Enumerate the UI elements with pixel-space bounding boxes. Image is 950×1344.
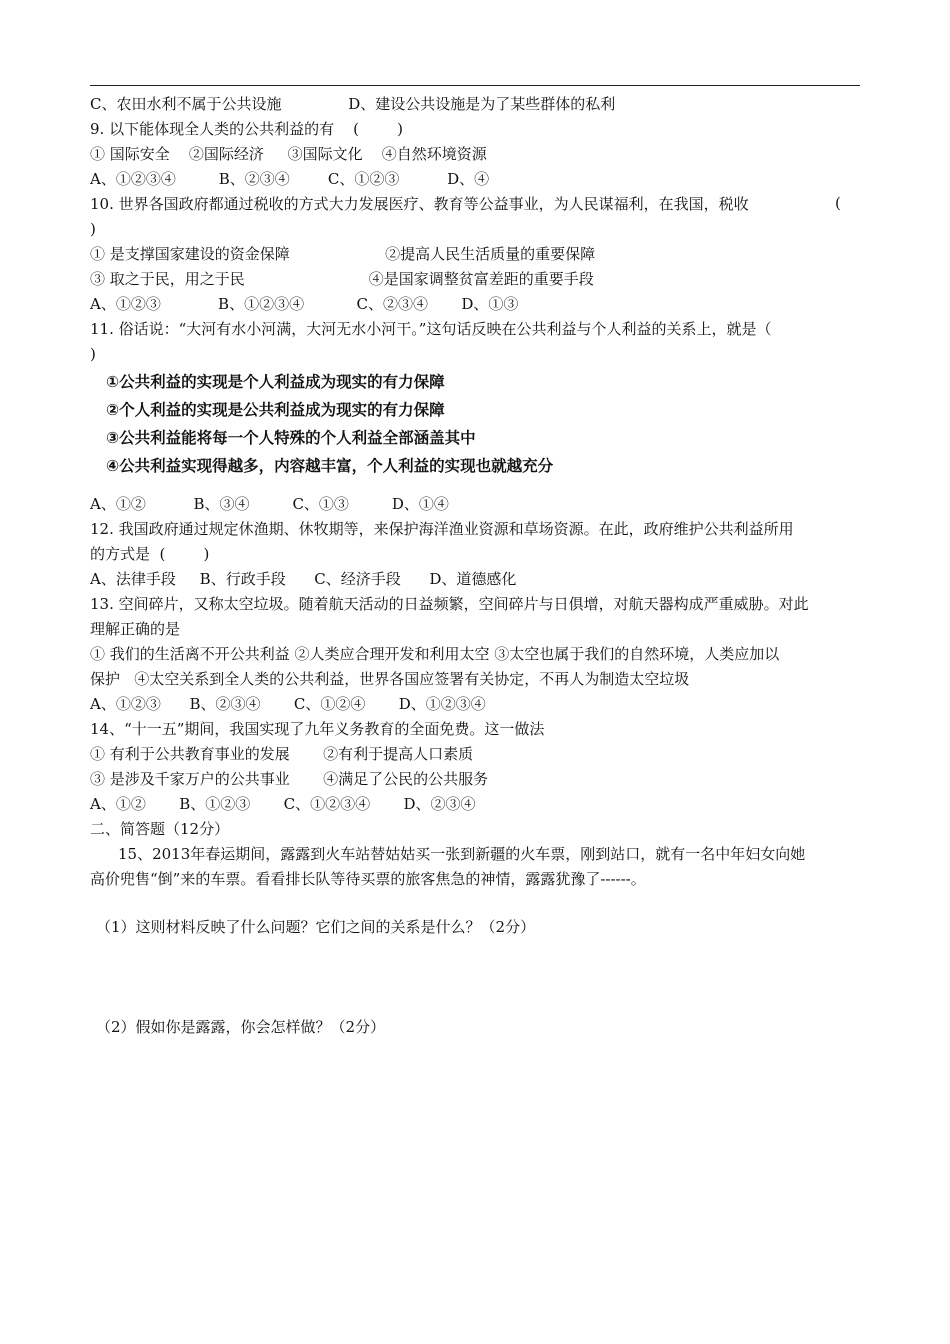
line-q10-item12: ① 是支撑国家建设的资金保障 ②提高人民生活质量的重要保障 <box>90 245 596 263</box>
line-q8-cd: C、农田水利不属于公共设施 D、建设公共设施是为了某些群体的私利 <box>90 95 616 113</box>
line-q13-items2: 保护 ④太空关系到全人类的公共利益，世界各国应签署有关协定，不再人为制造太空垃圾 <box>90 670 690 688</box>
line-q14-item34: ③ 是涉及千家万户的公共事业 ④满足了公民的公共服务 <box>90 770 489 788</box>
line-q12-stem: 12. 我国政府通过规定休渔期、休牧期等，来保护海洋渔业资源和草场资源。在此，政府维护公共利益所用 <box>90 520 794 538</box>
line-q11-opt1: ①公共利益的实现是个人利益成为现实的有力保障 <box>106 373 445 391</box>
line-section2: 二、简答题（12分） <box>90 820 230 838</box>
line-q10-stem2: ) <box>90 220 96 238</box>
line-q11-opt2: ②个人利益的实现是公共利益成为现实的有力保障 <box>106 401 445 419</box>
line-q11-opt3: ③公共利益能将每一个人特殊的个人利益全部涵盖其中 <box>106 429 476 447</box>
q10-answer-paren: ( <box>835 194 841 212</box>
line-q15-sub1: （1）这则材料反映了什么问题？它们之间的关系是什么？（2分） <box>96 918 536 936</box>
line-q10-options: A、①②③ B、①②③④ C、②③④ D、①③ <box>90 295 519 313</box>
line-q12-options: A、法律手段 B、行政手段 C、经济手段 D、道德感化 <box>90 570 517 588</box>
line-q14-options: A、①② B、①②③ C、①②③④ D、②③④ <box>90 795 476 813</box>
line-q11-stem: 11. 俗话说：“大河有水小河满，大河无水小河干。”这句话反映在公共利益与个人利益的关系上，就是（ <box>90 320 772 338</box>
line-q14-item12: ① 有利于公共教育事业的发展 ②有利于提高人口素质 <box>90 745 474 763</box>
line-q11-options: A、①② B、③④ C、①③ D、①④ <box>90 495 449 513</box>
line-q13-items: ① 我们的生活离不开公共利益 ②人类应合理开发和利用太空 ③太空也属于我们的自然环境，人类应加以 <box>90 645 780 663</box>
line-q13-stem2: 理解正确的是 <box>90 620 181 638</box>
line-q9-stem: 9. 以下能体现全人类的公共利益的有 ( ) <box>90 120 404 138</box>
line-q11-opt4: ④公共利益实现得越多，内容越丰富，个人利益的实现也就越充分 <box>106 457 554 475</box>
line-q9-options: A、①②③④ B、②③④ C、①②③ D、④ <box>90 170 490 188</box>
line-q15-sub2: （2）假如你是露露，你会怎样做？（2分） <box>96 1018 386 1036</box>
line-q13-stem: 13. 空间碎片，又称太空垃圾。随着航天活动的日益频繁，空间碎片与日俱增，对航天器构成严重威胁。对此 <box>90 595 809 613</box>
line-q15-para2: 高价兜售“倒”来的车票。看看排长队等待买票的旅客焦急的神情，露露犹豫了------。 <box>90 870 646 888</box>
line-q9-items: ① 国际安全 ②国际经济 ③国际文化 ④自然环境资源 <box>90 145 487 163</box>
line-q14-stem: 14、“十一五”期间，我国实现了九年义务教育的全面免费。这一做法 <box>90 720 545 738</box>
line-q11-stem2: ) <box>90 345 96 363</box>
line-q12-stem2: 的方式是 ( ) <box>90 545 210 563</box>
line-q10-stem: 10. 世界各国政府都通过税收的方式大力发展医疗、教育等公益事业，为人民谋福利，在我国，税收 <box>90 195 749 213</box>
line-q15-para1: 15、2013年春运期间，露露到火车站替姑姑买一张到新疆的火车票，刚到站口，就有一名中年妇女向她 <box>118 845 806 863</box>
header-rule <box>90 85 860 86</box>
line-q10-item34: ③ 取之于民，用之于民 ④是国家调整贫富差距的重要手段 <box>90 270 594 288</box>
line-q13-options: A、①②③ B、②③④ C、①②④ D、①②③④ <box>90 695 486 713</box>
